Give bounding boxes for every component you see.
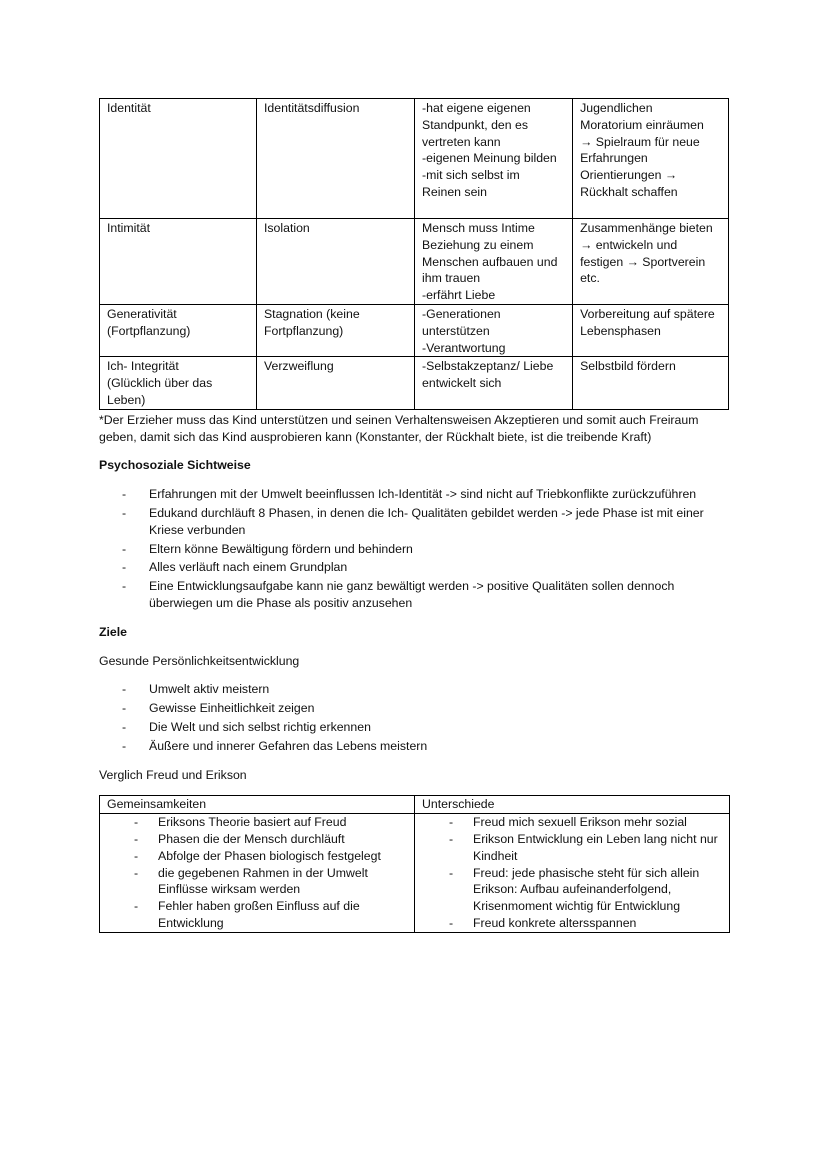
dash-bullet: -: [449, 915, 454, 930]
dash-bullet: -: [449, 865, 454, 880]
stage-conflict: Stagnation (keine Fortpflanzung): [263, 307, 360, 338]
dash-bullet: -: [134, 848, 139, 863]
differences-list: [422, 814, 723, 932]
stages-table: [99, 98, 729, 410]
stage-support: Zusammenhänge bieten → entwickeln und festigen → Sportverein etc.: [580, 221, 713, 286]
list-item: - Freud mich sexuell Erikson mehr sozial: [449, 815, 687, 830]
list-item: - Umwelt aktiv meistern: [122, 682, 270, 697]
stage-name: Intimität: [107, 221, 151, 235]
dash-bullet: -: [122, 701, 127, 716]
list-item: - Freud: jede phasische steht für sich allein Erikson: Aufbau aufeinanderfolgend, Krisenmoment wichtig für Entwicklung: [449, 865, 700, 914]
goals-intro: Gesunde Persönlichkeitsentwicklung: [99, 653, 300, 668]
stage-description: -Selbstakzeptanz/ Liebe entwickelt sich: [422, 359, 554, 391]
stage-name: Ich- Integrität (Glücklich über das Leben): [107, 359, 213, 407]
dash-bullet: -: [122, 682, 127, 697]
list-item: - Erikson Entwicklung ein Leben lang nicht nur Kindheit: [449, 831, 718, 863]
dash-bullet: -: [122, 560, 127, 575]
list-item: - Fehler haben großen Einfluss auf die Entwicklung: [134, 899, 360, 930]
table-row: [100, 305, 729, 357]
stage-description: Mensch muss Intime Beziehung zu einem Menschen aufbauen und ihm trauen -erfährt Liebe: [422, 221, 558, 303]
psychosocial-list: [99, 486, 729, 612]
goals-list: [99, 681, 729, 754]
stage-description: -hat eigene eigenen Standpunkt, den es vertreten kann -eigenen Meinung bilden -mit sich selbst im Reinen sein: [422, 101, 557, 199]
dash-bullet: -: [134, 831, 139, 846]
list-item: - Äußere und innerer Gefahren das Lebens meistern: [122, 738, 428, 753]
table-header-row: [100, 796, 730, 814]
educator-note: *Der Erzieher muss das Kind unterstützen und seinen Verhaltensweisen Akzeptieren und somit auch Freiraum geben, damit sich das Kind ausprobieren kann (Konstanter, der Rückhalt biete, ist die treibende Kraft): [99, 412, 699, 444]
table-row: [100, 219, 729, 305]
document-page: [99, 98, 729, 933]
list-item: - Eriksons Theorie basiert auf Freud: [134, 815, 347, 830]
list-item: - Gewisse Einheitlichkeit zeigen: [122, 701, 315, 716]
similarities-header: Gemeinsamkeiten: [100, 796, 415, 814]
list-item: - Erfahrungen mit der Umwelt beeinflussen Ich-Identität -> sind nicht auf Triebkonflikte zurückzuführen: [122, 487, 697, 502]
similarities-list: [107, 814, 408, 932]
list-item: - Freud konkrete altersspannen: [449, 915, 637, 930]
table-row: [100, 99, 729, 219]
stage-support: Selbstbild fördern: [580, 359, 676, 374]
stage-conflict: Verzweiflung: [263, 359, 334, 374]
dash-bullet: -: [134, 899, 139, 914]
stage-conflict: Isolation: [263, 221, 310, 235]
dash-bullet: -: [122, 738, 127, 753]
dash-bullet: -: [122, 541, 127, 556]
dash-bullet: -: [449, 815, 454, 830]
dash-bullet: -: [449, 831, 454, 846]
list-item: - Abfolge der Phasen biologisch festgelegt: [134, 848, 381, 863]
table-row: [100, 357, 729, 409]
list-item: - Alles verläuft nach einem Grundplan: [122, 560, 348, 575]
stage-conflict: Identitätsdiffusion: [263, 101, 360, 115]
dash-bullet: -: [134, 815, 139, 830]
table-row: [100, 814, 730, 933]
stage-support: Vorbereitung auf spätere Lebensphasen: [580, 307, 715, 338]
comparison-table: [99, 795, 730, 932]
psychosocial-heading: Psychosoziale Sichtweise: [99, 458, 251, 473]
list-item: - Eine Entwicklungsaufgabe kann nie ganz bewältigt werden -> positive Qualitäten sollen dennoch überwiegen um die Phase als positiv anzusehen: [122, 579, 675, 610]
stage-name: Generativität (Fortpflanzung): [107, 307, 191, 338]
dash-bullet: -: [122, 719, 127, 734]
list-item: - Eltern könne Bewältigung fördern und behindern: [122, 541, 413, 556]
comparison-intro: Verglich Freud und Erikson: [99, 767, 247, 782]
goals-heading: Ziele: [99, 624, 128, 639]
stage-name: Identität: [107, 101, 151, 115]
stage-description: -Generationen unterstützen -Verantwortung: [422, 307, 506, 355]
list-item: - Phasen die der Mensch durchläuft: [134, 831, 345, 846]
list-item: - Edukand durchläuft 8 Phasen, in denen die Ich- Qualitäten gebildet werden -> jede Phase ist mit einer Kriese verbunden: [122, 505, 704, 537]
stage-support: Jugendlichen Moratorium einräumen → Spielraum für neue Erfahrungen Orientierungen → Rückhalt schaffen: [580, 101, 704, 199]
list-item: - Die Welt und sich selbst richtig erkennen: [122, 719, 371, 734]
dash-bullet: -: [122, 579, 127, 594]
differences-header: Unterschiede: [415, 796, 730, 814]
dash-bullet: -: [134, 865, 139, 880]
dash-bullet: -: [122, 487, 127, 502]
dash-bullet: -: [122, 505, 127, 520]
list-item: - die gegebenen Rahmen in der Umwelt Einflüsse wirksam werden: [134, 865, 368, 897]
